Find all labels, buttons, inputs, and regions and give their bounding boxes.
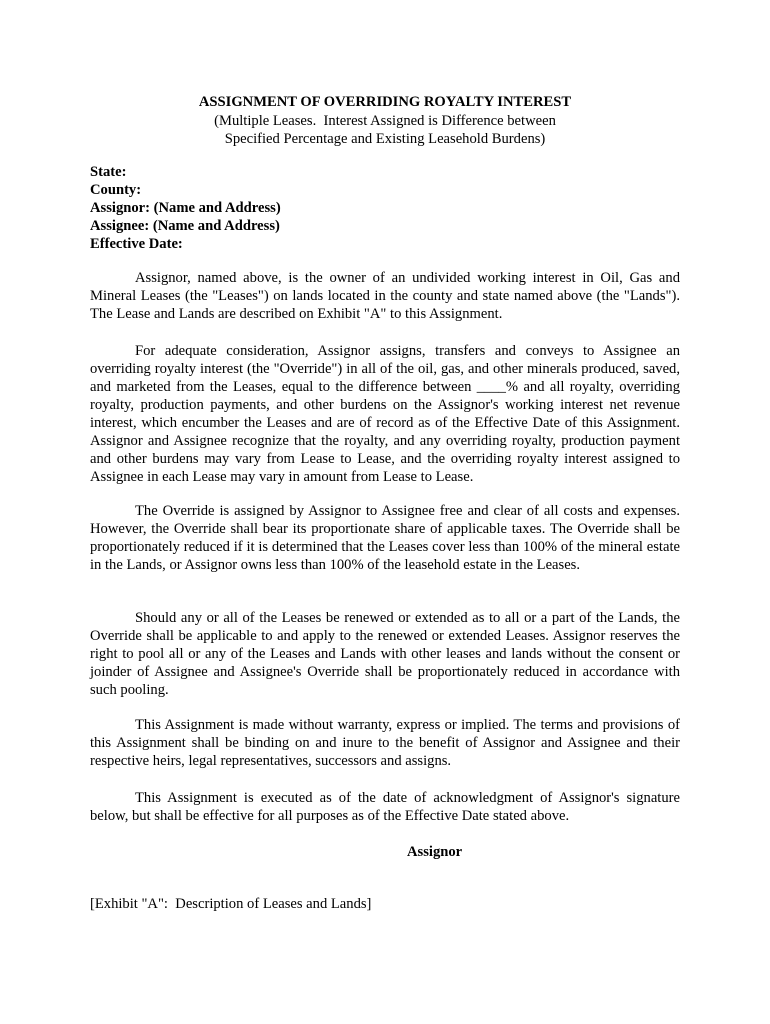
exhibit-label: [Exhibit "A": Description of Leases and Lands] [90, 896, 372, 912]
document-subtitle-line-1: (Multiple Leases. Interest Assigned is Difference between [214, 112, 556, 129]
county-label: County: [90, 182, 142, 198]
paragraph-renewal-pooling: Should any or all of the Leases be renewed or extended as to all or a part of the Lands, the Override shall be applicable to and apply to the renewed or extended Leases. Assignor reserves the right to pool all or any of the Leases and Lands with other leases and lands without the consent or joinder of Assignee and Assignee's Override shall be proportionately reduced in accordance with such pooling. [90, 610, 680, 698]
paragraph-execution: This Assignment is executed as of the date of acknowledgment of Assignor's signature below, but shall be effective for all purposes as of the Effective Date stated above. [90, 790, 680, 824]
header-fields [90, 163, 680, 253]
title-block [90, 93, 680, 149]
state-label: State: [90, 164, 127, 180]
paragraph-warranty: This Assignment is made without warranty, express or implied. The terms and provisions of this Assignment shall be binding on and inure to the benefit of Assignor and Assignee and their respective heirs, legal representatives, successors and assigns. [90, 717, 680, 769]
paragraph-ownership: Assignor, named above, is the owner of an undivided working interest in Oil, Gas and Mineral Leases (the "Leases") on lands located in the county and state named above (the "Lands"). The Lease and Lands are described on Exhibit "A" to this Assignment. [90, 270, 680, 322]
paragraph-override-costs: The Override is assigned by Assignor to Assignee free and clear of all costs and expenses. However, the Override shall bear its proportionate share of applicable taxes. The Override shall be proportionately reduced if it is determined that the Leases cover less than 100% of the mineral estate in the Lands, or Assignor owns less than 100% of the leasehold estate in the Leases. [90, 503, 680, 573]
effective-date-label: Effective Date: [90, 236, 183, 252]
document-title: ASSIGNMENT OF OVERRIDING ROYALTY INTEREST [198, 94, 572, 110]
signature-label: Assignor [407, 844, 463, 860]
document-subtitle-line-2: Specified Percentage and Existing Leasehold Burdens) [224, 131, 546, 147]
paragraph-consideration: For adequate consideration, Assignor assigns, transfers and conveys to Assignee an overriding royalty interest (the "Override") in all of the oil, gas, and other minerals produced, saved, and marketed from the Leases, equal to the difference between ____% and all royalty, overriding royalty, production payments, and other burdens on the Assignor's working interest net revenue interest, which encumber the Leases and are of record as of the Effective Date of this Assignment. Assignor and Assignee recognize that the royalty, and any overriding royalty, production payment and other burdens may vary from Lease to Lease, and the overriding royalty interest assigned to Assignee in each Lease may vary in amount from Lease to Lease. [90, 343, 680, 485]
assignee-label: Assignee: (Name and Address) [90, 218, 280, 234]
assignor-label: Assignor: (Name and Address) [90, 200, 281, 216]
